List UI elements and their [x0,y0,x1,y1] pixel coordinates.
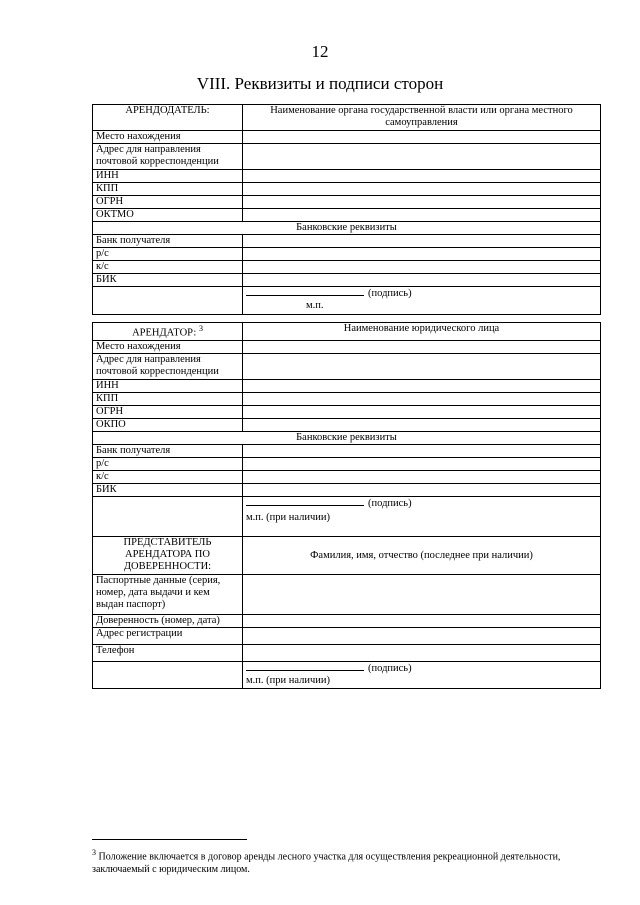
representative-value-registration-address[interactable] [243,628,601,645]
lessee-value-okpo[interactable] [243,419,601,432]
lessee-signature-label: (подпись) [368,498,412,509]
lessee-signature-cell[interactable] [243,497,601,537]
lessor-value-inn[interactable] [243,170,601,183]
lessor-row-location: Место нахождения [93,131,243,144]
representative-value-phone[interactable] [243,645,601,662]
lessor-value-bank[interactable] [243,235,601,248]
lessor-signature-left [93,287,243,315]
lessor-row-oktmo: ОКТМО [93,209,243,222]
lessor-signature-label: (подпись) [368,288,412,299]
lessee-value-bik[interactable] [243,484,601,497]
lessor-row-bank: Банк получателя [93,235,243,248]
lessee-bank-title: Банковские реквизиты [93,432,601,445]
representative-row-passport: Паспортные данные (серия, номер, дата выдачи и кем выдан паспорт) [93,575,243,615]
lessor-table [92,104,601,315]
lessee-signature-line [246,497,364,506]
lessee-value-rs[interactable] [243,458,601,471]
lessor-value-oktmo[interactable] [243,209,601,222]
lessee-value-mail-address[interactable] [243,354,601,380]
lessee-value-kpp[interactable] [243,393,601,406]
lessor-signature-cell[interactable] [243,287,601,315]
lessor-row-rs: р/с [93,248,243,261]
footnote-mark: 3 [92,848,96,857]
lessee-row-rs: р/с [93,458,243,471]
representative-value-power-of-attorney[interactable] [243,615,601,628]
representative-row-power-of-attorney: Доверенность (номер, дата) [93,615,243,628]
footnote [92,846,607,876]
lessor-value-ogrn[interactable] [243,196,601,209]
lessee-footnote-mark: 3 [198,324,203,333]
lessor-header-right: Наименование органа государственной власти или органа местного самоуправления [243,105,601,131]
lessor-row-ogrn: ОГРН [93,196,243,209]
lessee-row-inn: ИНН [93,380,243,393]
lessor-value-location[interactable] [243,131,601,144]
lessor-value-kpp[interactable] [243,183,601,196]
lessee-row-bik: БИК [93,484,243,497]
representative-signature-left [93,662,243,689]
footnote-text: Положение включается в договор аренды лесного участка для осуществления рекреационной деятельности, заключаемый с юридическим лицом. [92,851,561,876]
page-number: 12 [311,42,329,61]
lessee-table [92,322,601,689]
representative-value-passport[interactable] [243,575,601,615]
lessor-bank-title: Банковские реквизиты [93,222,601,235]
lessor-value-ks[interactable] [243,261,601,274]
lessee-header-right: Наименование юридического лица [243,323,601,341]
lessor-row-mail-address: Адрес для направления почтовой корреспонденции [93,144,243,170]
lessee-row-mail-address: Адрес для направления почтовой корреспонденции [93,354,243,380]
lessor-signature-line [246,287,364,296]
lessor-value-bik[interactable] [243,274,601,287]
representative-label: ПРЕДСТАВИТЕЛЬ АРЕНДАТОРА ПО ДОВЕРЕННОСТИ: [93,537,243,575]
lessor-row-inn: ИНН [93,170,243,183]
lessee-row-okpo: ОКПО [93,419,243,432]
lessee-stamp-label: м.п. (при наличии) [246,512,330,523]
lessor-label: АРЕНДОДАТЕЛЬ: [93,105,243,131]
representative-signature-label: (подпись) [368,663,412,674]
lessee-row-ogrn: ОГРН [93,406,243,419]
lessee-row-location: Место нахождения [93,341,243,354]
lessor-value-mail-address[interactable] [243,144,601,170]
section-title: VIII. Реквизиты и подписи сторон [196,74,444,93]
lessee-value-ks[interactable] [243,471,601,484]
lessee-row-bank: Банк получателя [93,445,243,458]
representative-signature-line [246,662,364,671]
lessee-value-location[interactable] [243,341,601,354]
lessee-value-inn[interactable] [243,380,601,393]
lessor-value-rs[interactable] [243,248,601,261]
footnote-divider [92,839,247,840]
lessor-stamp-label: м.п. [306,300,324,311]
representative-signature-cell[interactable] [243,662,601,689]
lessor-row-kpp: КПП [93,183,243,196]
representative-header-right: Фамилия, имя, отчество (последнее при наличии) [243,537,601,575]
representative-row-registration-address: Адрес регистрации [93,628,243,645]
lessor-row-bik: БИК [93,274,243,287]
representative-row-phone: Телефон [93,645,243,662]
lessee-value-bank[interactable] [243,445,601,458]
lessee-row-ks: к/с [93,471,243,484]
lessee-label-cell [93,323,243,341]
representative-stamp-label: м.п. (при наличии) [246,675,330,686]
lessee-row-kpp: КПП [93,393,243,406]
lessee-label: АРЕНДАТОР: [132,327,197,339]
lessee-signature-left [93,497,243,537]
lessor-row-ks: к/с [93,261,243,274]
lessee-value-ogrn[interactable] [243,406,601,419]
